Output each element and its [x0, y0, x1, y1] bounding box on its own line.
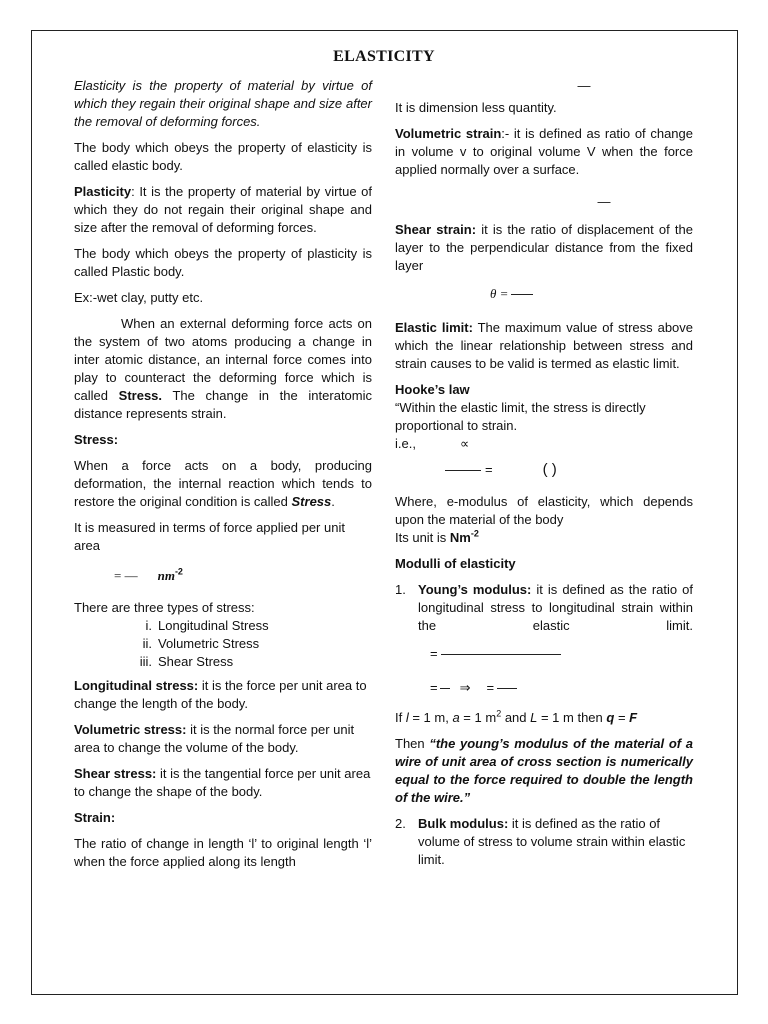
list-item-number: 1. — [395, 582, 406, 597]
stress-def-a: When a force acts on a body, producing deformation, the internal reaction which tends to restore the original condition is called — [74, 458, 372, 509]
unit-paragraph — [395, 529, 693, 547]
youngs-formula-2-eq: = — [430, 680, 438, 695]
fraction-line — [497, 688, 517, 689]
example-paragraph: Ex:-wet clay, putty etc. — [74, 290, 204, 305]
volumetric-stress-text: it is the normal force per unit area to change the volume of the body. — [74, 722, 355, 755]
list-item — [74, 617, 372, 635]
then-paragraph — [395, 735, 693, 807]
intro-paragraph: Elasticity is the property of material by virtue of which they regain their original shape and size after the removal of deforming forces. — [74, 78, 372, 129]
if-var-a: a — [452, 710, 460, 725]
stress-def-term: Stress — [291, 494, 332, 509]
stress-formula-exp: -2 — [174, 566, 183, 577]
if-text: = 1 m then — [537, 710, 607, 725]
fraction-line — [440, 688, 450, 689]
then-quote: “the young’s modulus of the material of a wire of unit area of cross section is numerically equal to the force required to double the length of the wire.” — [395, 736, 693, 805]
moduli-heading-text: Modulli of elasticity — [395, 556, 516, 571]
shear-stress-paragraph — [74, 765, 372, 801]
strain-heading — [74, 809, 372, 827]
longitudinal-stress-text: it is the force per unit area to change the length of the body. — [74, 678, 367, 711]
then-label: Then — [395, 736, 430, 751]
list-item-label: Shear Stress — [158, 654, 234, 669]
youngs-formula-2 — [430, 679, 693, 697]
hooke-formula-paren: ( ) — [542, 461, 557, 478]
external-force-text-a: When an external deforming force acts on the system of two atoms producing a change in inter atomic distance, an internal force comes into play to counteract the deforming force which is called — [74, 316, 372, 403]
stress-def-b: . — [331, 494, 335, 509]
volumetric-strain-dash: — — [597, 194, 611, 209]
implies-arrow: ⇒ — [459, 680, 471, 695]
fraction-line — [511, 294, 533, 295]
youngs-formula-1 — [430, 645, 693, 663]
if-var-l: l — [405, 710, 409, 725]
strain-heading-text: Strain: — [74, 810, 116, 825]
stress-types-list — [74, 617, 372, 671]
if-text: = 1 m, — [408, 710, 453, 725]
fraction-line — [441, 654, 561, 655]
theta-formula-eq: θ = — [490, 286, 509, 301]
list-item-number: ii. — [142, 636, 152, 651]
elastic-body-paragraph: The body which obeys the property of elasticity is called elastic body. — [74, 140, 372, 173]
volumetric-strain-text: :- it is defined as ratio of change in volume v to original volume V when the force applied normally over a surface. — [395, 126, 693, 177]
stress-formula — [114, 567, 372, 585]
list-item-label: Longitudinal Stress — [158, 618, 269, 633]
if-exponent: 2 — [496, 708, 502, 719]
plasticity-paragraph — [74, 183, 372, 237]
top-fraction-dash: — — [577, 78, 591, 93]
youngs-formula-1-eq: = — [430, 646, 438, 661]
if-var-L: L — [530, 710, 538, 725]
types-intro: There are three types of stress: — [74, 600, 255, 615]
hookes-law-quote: “Within the elastic limit, the stress is directly proportional to strain. — [395, 400, 646, 433]
if-var-q: q — [606, 710, 615, 725]
plasticity-term: Plasticity — [74, 184, 132, 199]
page-title: ELASTICITY — [333, 48, 435, 65]
youngs-modulus-term: Young’s modulus: — [418, 582, 532, 597]
youngs-modulus-item — [395, 581, 693, 635]
list-item-label: Volumetric Stress — [158, 636, 260, 651]
hookes-law-heading — [395, 381, 693, 399]
list-item — [74, 653, 372, 671]
left-column — [74, 77, 372, 879]
elastic-limit-text: The maximum value of stress above which the linear relationship between stress and strain causes to be valid is termed as elastic limit. — [395, 320, 694, 371]
hookes-law-heading-text: Hooke’s law — [395, 382, 470, 397]
elastic-limit-paragraph — [395, 319, 693, 373]
external-force-stress: Stress. — [118, 388, 163, 403]
theta-formula — [490, 285, 693, 303]
bulk-modulus-term: Bulk modulus: — [418, 816, 509, 831]
stress-formula-unit: nm — [157, 568, 175, 583]
stress-formula-eq: = — — [114, 568, 138, 583]
volumetric-stress-paragraph — [74, 721, 372, 757]
fraction-line — [445, 470, 481, 471]
bulk-modulus-definition: it is defined as the ratio of volume of stress to volume strain within elastic limit. — [418, 816, 686, 867]
elastic-limit-term: Elastic limit: — [395, 320, 473, 335]
if-text: = — [614, 710, 630, 725]
ie-line — [395, 435, 693, 453]
right-column — [395, 77, 693, 875]
shear-strain-term: Shear strain: — [395, 222, 477, 237]
stress-heading — [74, 431, 372, 449]
stress-definition — [74, 457, 372, 511]
bulk-modulus-item — [395, 815, 693, 869]
volumetric-strain-paragraph — [395, 125, 693, 179]
unit-exponent: -2 — [470, 528, 479, 539]
if-text: and — [501, 710, 531, 725]
hooke-formula — [445, 461, 693, 479]
list-item — [74, 635, 372, 653]
list-item-number: i. — [145, 618, 152, 633]
hooke-formula-eq: = — [485, 462, 493, 477]
plasticity-text: : It is the property of material by virtue of which they do not regain their original shape and size after the removal of deforming forces. — [74, 184, 372, 235]
moduli-heading — [395, 555, 693, 573]
unit-label: Its unit is — [395, 530, 450, 545]
proportional-symbol: ∝ — [459, 436, 470, 451]
shear-stress-text: it is the tangential force per unit area to change the shape of the body. — [74, 766, 371, 799]
ie-label: i.e., — [395, 436, 416, 451]
list-item-number: iii. — [139, 654, 152, 669]
shear-strain-text: it is the ratio of displacement of the layer to the perpendicular distance from the fixed layer — [395, 222, 693, 273]
strain-paragraph: The ratio of change in length ‘l’ to original length ‘l’ when the force applied along its length — [74, 836, 372, 869]
youngs-modulus-definition: it is defined as the ratio of longitudinal stress to longitudinal strain within the elastic limit. — [418, 582, 693, 633]
youngs-formula-3-eq: = — [486, 680, 495, 695]
stress-heading-text: Stress: — [74, 432, 119, 447]
volumetric-strain-term: Volumetric strain — [395, 126, 502, 141]
plastic-body-paragraph: The body which obeys the property of plasticity is called Plastic body. — [74, 246, 372, 279]
bulk-modulus-text — [418, 815, 693, 869]
longitudinal-stress-paragraph — [74, 677, 372, 713]
stress-measure: It is measured in terms of force applied per unit area — [74, 520, 345, 553]
shear-strain-paragraph — [395, 221, 693, 275]
list-item-number: 2. — [395, 816, 406, 831]
if-var-F: F — [629, 710, 638, 725]
shear-stress-term: Shear stress: — [74, 766, 157, 781]
where-paragraph: Where, e-modulus of elasticity, which depends upon the material of the body — [395, 494, 693, 527]
longitudinal-stress-term: Longitudinal stress: — [74, 678, 199, 693]
external-force-text-b: The change in the interatomic distance represents strain. — [74, 388, 372, 421]
external-force-paragraph — [74, 315, 372, 423]
unit-value: Nm — [449, 530, 471, 545]
if-text: = 1 m — [459, 710, 497, 725]
if-text: If — [395, 710, 406, 725]
volumetric-stress-term: Volumetric stress: — [74, 722, 187, 737]
dimensionless-paragraph: It is dimension less quantity. — [395, 100, 557, 115]
youngs-modulus-text — [418, 581, 693, 635]
if-condition-paragraph — [395, 709, 693, 727]
